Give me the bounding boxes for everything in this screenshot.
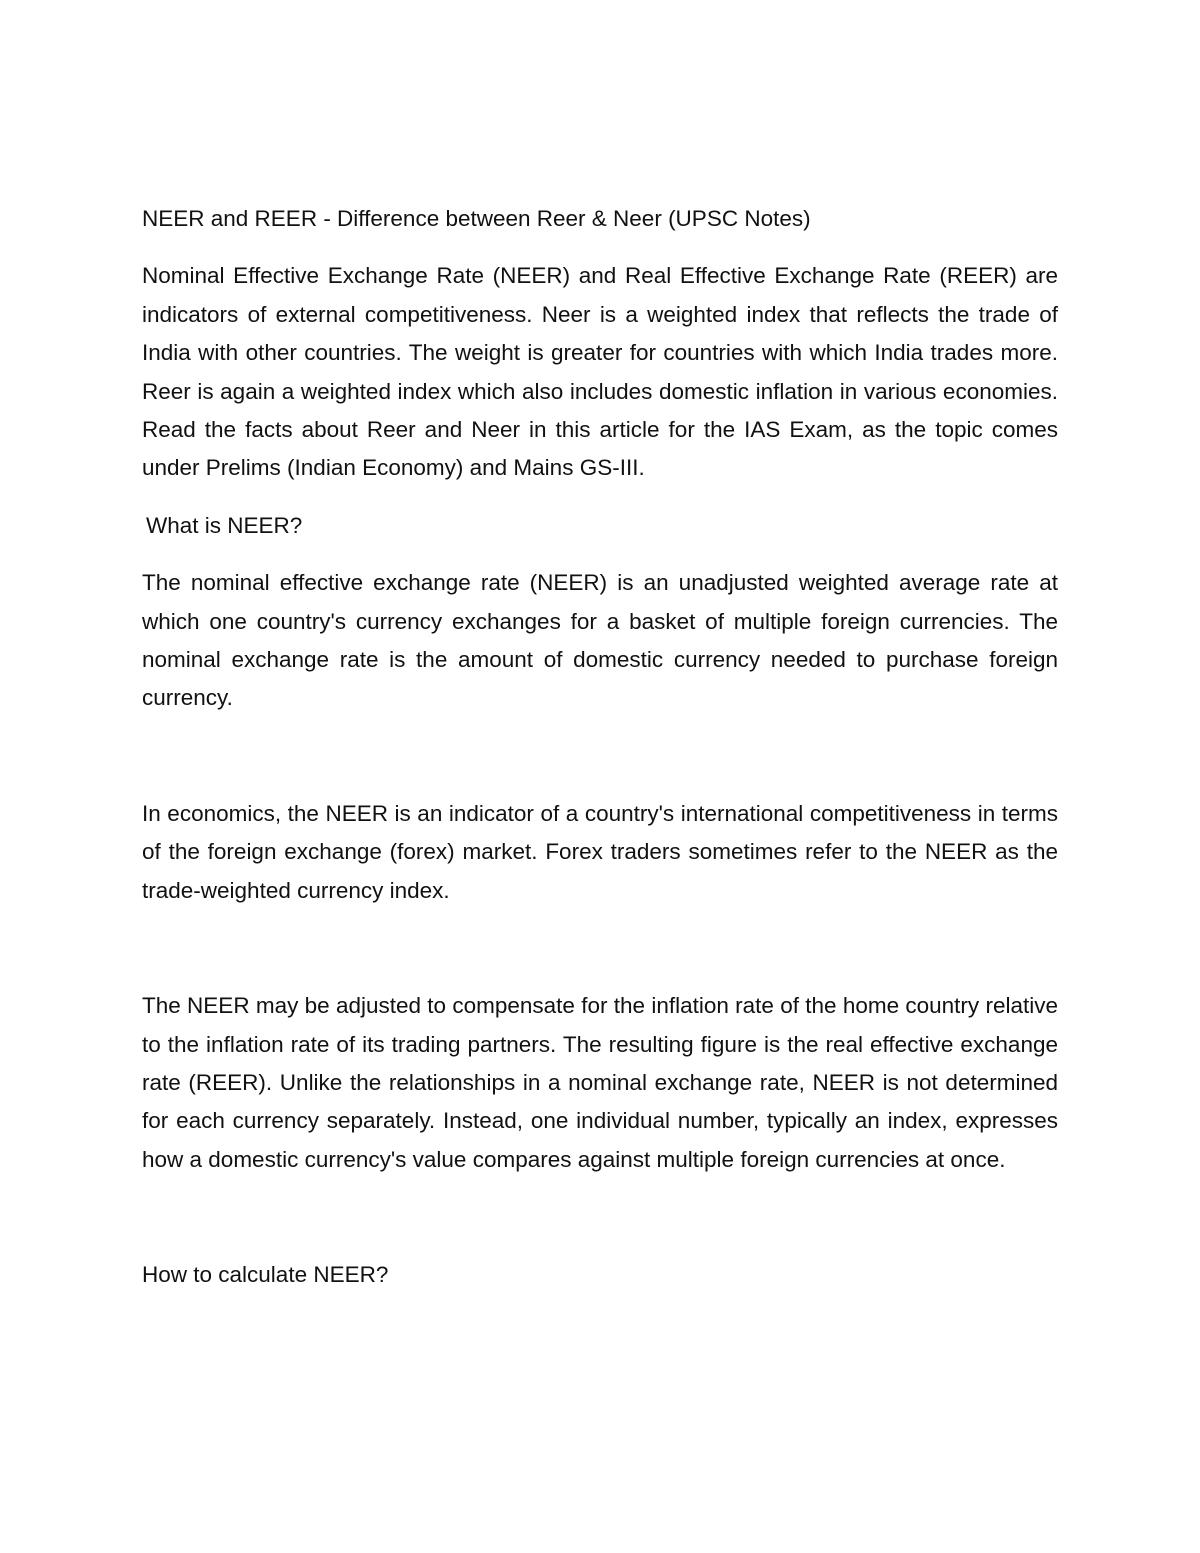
intro-paragraph: Nominal Effective Exchange Rate (NEER) and Real Effective Exchange Rate (REER) are indicators of external competitiveness. Neer is a weighted index that reflects the trade of India with other countries. The weight is greater for countries with which India trades more. Reer is again a weighted index which also includes domestic inflation in various economies. Read the facts about Reer and Neer in this article for the IAS Exam, as the topic comes under Prelims (Indian Economy) and Mains GS-III.	[142, 263, 1058, 481]
document-title: NEER and REER - Difference between Reer & Neer (UPSC Notes)	[142, 206, 811, 231]
definition-paragraph: The nominal effective exchange rate (NEER) is an unadjusted weighted average rate at which one country's currency exchanges for a basket of multiple foreign currencies. The nominal exchange rate is the amount of domestic currency needed to purchase foreign currency.	[142, 570, 1058, 711]
document-body	[142, 200, 1058, 1295]
adjusted-paragraph: The NEER may be adjusted to compensate for the inflation rate of the home country relative to the inflation rate of its trading partners. The resulting figure is the real effective exchange rate (REER). Unlike the relationships in a nominal exchange rate, NEER is not determined for each currency separately. Instead, one individual number, typically an index, expresses how a domestic currency's value compares against multiple foreign currencies at once.	[142, 993, 1058, 1172]
heading-what-is-neer: What is NEER?	[146, 512, 303, 538]
heading-how-to-calculate: How to calculate NEER?	[142, 1262, 389, 1288]
economics-paragraph: In economics, the NEER is an indicator of a country's international competitiveness in terms of the foreign exchange (forex) market. Forex traders sometimes refer to the NEER as the trade-weighted currency index.	[142, 800, 1058, 903]
